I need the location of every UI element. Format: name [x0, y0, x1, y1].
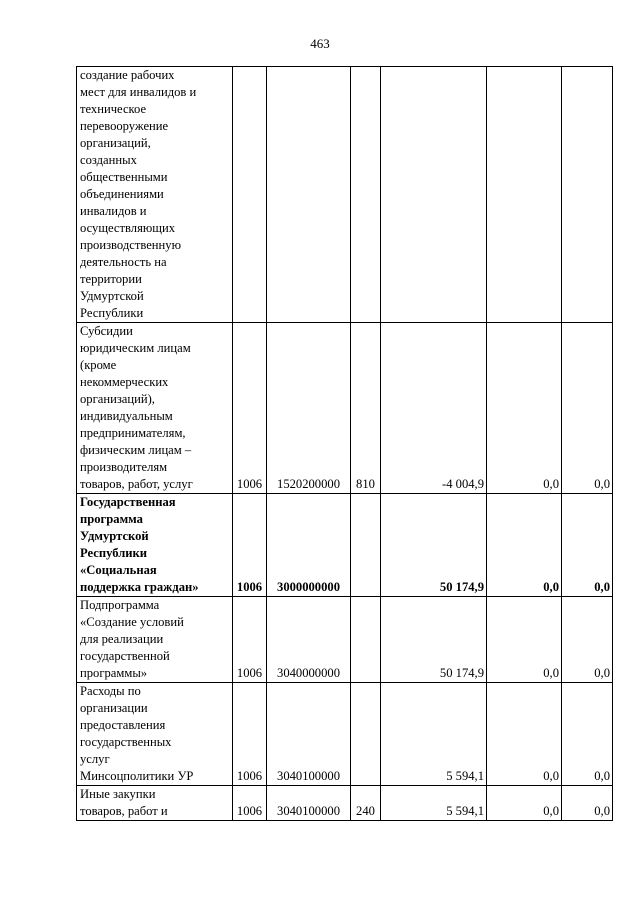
section-code-cell: 1006: [233, 683, 267, 786]
expense-type-cell: 240: [351, 786, 381, 821]
item-name-line: услуг: [80, 752, 110, 766]
item-name-line: Минсоцполитики УР: [80, 769, 194, 783]
table-row: [77, 786, 613, 821]
item-name-line: Удмуртской: [80, 529, 149, 543]
item-name-line: организаций),: [80, 392, 155, 406]
item-name-cell: [77, 67, 233, 323]
amount-cell: [381, 67, 487, 323]
item-name-line: Подпрограмма: [80, 598, 160, 612]
year2-amount-cell: 0,0: [562, 597, 613, 683]
budget-table-body: [77, 67, 613, 821]
year2-amount-cell: 0,0: [562, 494, 613, 597]
section-code-cell: 1006: [233, 786, 267, 821]
target-code-cell: 3040100000: [267, 683, 351, 786]
item-name-line: техническое: [80, 102, 147, 116]
table-row: [77, 494, 613, 597]
expense-type-cell: [351, 597, 381, 683]
target-code-cell: 3040000000: [267, 597, 351, 683]
item-name-line: Республики: [80, 546, 148, 560]
table-row: [77, 323, 613, 494]
item-name-line: организаций,: [80, 136, 151, 150]
item-name-line: инвалидов и: [80, 204, 147, 218]
item-name-line: Республики: [80, 306, 144, 320]
table-row: [77, 683, 613, 786]
item-name-line: физическим лицам –: [80, 443, 192, 457]
item-name-line: производителям: [80, 460, 168, 474]
item-name-cell: [77, 323, 233, 494]
year2-amount-cell: 0,0: [562, 683, 613, 786]
section-code-cell: [233, 67, 267, 323]
item-name-line: Государственная: [80, 495, 176, 509]
amount-cell: 50 174,9: [381, 597, 487, 683]
item-name-line: некоммерческих: [80, 375, 169, 389]
item-name-line: программы»: [80, 666, 148, 680]
item-name-line: для реализации: [80, 632, 164, 646]
year1-amount-cell: [487, 67, 562, 323]
item-name-line: «Социальная: [80, 563, 157, 577]
amount-cell: 5 594,1: [381, 683, 487, 786]
year2-amount-cell: 0,0: [562, 786, 613, 821]
expense-type-cell: [351, 683, 381, 786]
item-name-cell: [77, 494, 233, 597]
target-code-cell: 1520200000: [267, 323, 351, 494]
section-code-cell: 1006: [233, 494, 267, 597]
item-name-line: территории: [80, 272, 142, 286]
item-name-line: осуществляющих: [80, 221, 176, 235]
year1-amount-cell: 0,0: [487, 597, 562, 683]
item-name-line: производственную: [80, 238, 181, 252]
item-name-line: товаров, работ, услуг: [80, 477, 193, 491]
page-number: 463: [310, 36, 330, 51]
item-name-line: создание рабочих: [80, 68, 175, 82]
section-code-cell: 1006: [233, 597, 267, 683]
item-name-line: общественными: [80, 170, 168, 184]
year1-amount-cell: 0,0: [487, 494, 562, 597]
item-name-line: государственной: [80, 649, 170, 663]
item-name-cell: [77, 597, 233, 683]
item-name-line: поддержка граждан»: [80, 580, 199, 594]
expense-type-cell: [351, 494, 381, 597]
item-name-line: предоставления: [80, 718, 166, 732]
item-name-line: государственных: [80, 735, 172, 749]
item-name-cell: [77, 683, 233, 786]
item-name-line: Удмуртской: [80, 289, 144, 303]
year1-amount-cell: 0,0: [487, 683, 562, 786]
item-name-line: «Создание условий: [80, 615, 184, 629]
item-name-cell: [77, 786, 233, 821]
section-code-cell: 1006: [233, 323, 267, 494]
item-name-line: Субсидии: [80, 324, 133, 338]
item-name-line: индивидуальным: [80, 409, 173, 423]
item-name-line: Расходы по: [80, 684, 141, 698]
item-name-line: деятельность на: [80, 255, 167, 269]
target-code-cell: 3040100000: [267, 786, 351, 821]
item-name-line: созданных: [80, 153, 137, 167]
item-name-line: объединениями: [80, 187, 164, 201]
item-name-line: товаров, работ и: [80, 804, 168, 818]
year1-amount-cell: 0,0: [487, 786, 562, 821]
item-name-line: перевооружение: [80, 119, 169, 133]
target-code-cell: [267, 67, 351, 323]
item-name-line: мест для инвалидов и: [80, 85, 197, 99]
year1-amount-cell: 0,0: [487, 323, 562, 494]
item-name-line: программа: [80, 512, 143, 526]
table-row: [77, 67, 613, 323]
item-name-line: предпринимателям,: [80, 426, 186, 440]
year2-amount-cell: [562, 67, 613, 323]
budget-table: [76, 66, 613, 821]
expense-type-cell: 810: [351, 323, 381, 494]
table-row: [77, 597, 613, 683]
item-name-line: Иные закупки: [80, 787, 156, 801]
amount-cell: -4 004,9: [381, 323, 487, 494]
amount-cell: 5 594,1: [381, 786, 487, 821]
year2-amount-cell: 0,0: [562, 323, 613, 494]
expense-type-cell: [351, 67, 381, 323]
amount-cell: 50 174,9: [381, 494, 487, 597]
item-name-line: юридическим лицам: [80, 341, 191, 355]
target-code-cell: 3000000000: [267, 494, 351, 597]
item-name-line: организации: [80, 701, 148, 715]
item-name-line: (кроме: [80, 358, 117, 372]
